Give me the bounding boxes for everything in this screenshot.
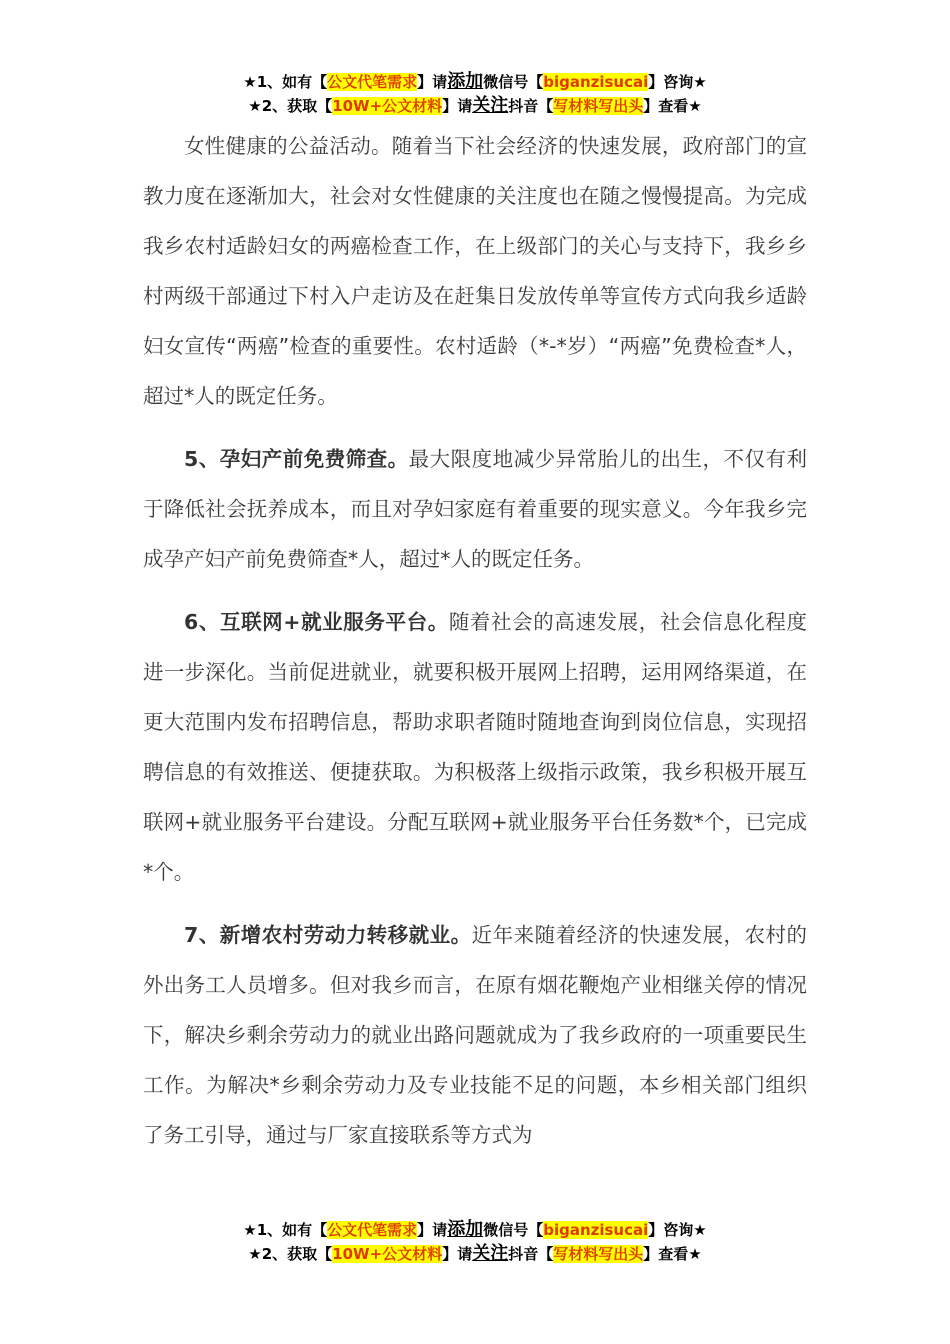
paragraph-text: 最大限度地减少异常胎儿的出生，不仅有利于降低社会抚养成本，而且对孕妇家庭有着重要的现实意义。今年我乡完成孕产妇产前免费筛查*人，超过*人的既定任务。: [143, 447, 808, 571]
highlight-service: 公文代笔需求: [327, 73, 418, 91]
banner-line-1: [0, 1218, 950, 1242]
banner-text: 】咨询★: [648, 73, 707, 91]
banner-text: ★2、获取【: [248, 97, 333, 115]
highlight-materials: 10W+公文材料: [332, 1245, 443, 1263]
banner-text: 】查看★: [643, 97, 702, 115]
paragraph-heading: 5、孕妇产前免费筛查。: [184, 447, 409, 471]
banner-emphasis: 添加: [447, 71, 484, 92]
banner-text: 微信号【: [483, 73, 544, 91]
banner-text: 微信号【: [483, 1221, 544, 1239]
banner-text: ★1、如有【: [243, 1221, 328, 1239]
banner-text: 】查看★: [643, 1245, 702, 1263]
banner-text: ★2、获取【: [248, 1245, 333, 1263]
highlight-wechat-id: biganzisucai: [543, 73, 649, 91]
highlight-wechat-id: biganzisucai: [543, 1221, 649, 1239]
paragraph-text: 女性健康的公益活动。随着当下社会经济的快速发展，政府部门的宣教力度在逐渐加大，社会对女性健康的关注度也在随之慢慢提高。为完成我乡农村适龄妇女的两癌检查工作，在上级部门的关心与支持下，我乡乡村两级干部通过下村入户走访及在赶集日发放传单等宣传方式向我乡适龄妇女宣传“两癌”检查的重要性。农村适龄（*-*岁）“两癌”免费检查*人，超过*人的既定任务。: [143, 134, 807, 408]
highlight-service: 公文代笔需求: [327, 1221, 418, 1239]
banner-line-2: [0, 1242, 950, 1266]
banner-text: 】请: [417, 73, 448, 91]
paragraph: [143, 910, 807, 1160]
highlight-materials: 10W+公文材料: [332, 97, 443, 115]
highlight-douyin: 写材料写出头: [553, 97, 644, 115]
banner-emphasis: 添加: [447, 1219, 484, 1240]
bottom-banner: [0, 1218, 950, 1266]
top-banner: [0, 70, 950, 118]
document-body: [143, 121, 807, 1160]
banner-text: 】咨询★: [648, 1221, 707, 1239]
banner-line-1: [0, 70, 950, 94]
paragraph-text: 近年来随着经济的快速发展，农村的外出务工人员增多。但对我乡而言，在原有烟花鞭炮产业相继关停的情况下，解决乡剩余劳动力的就业出路问题就成为了我乡政府的一项重要民生工作。为解决*乡剩余劳动力及专业技能不足的问题，本乡相关部门组织了务工引导，通过与厂家直接联系等方式为: [143, 923, 808, 1147]
banner-text: ★1、如有【: [243, 73, 328, 91]
banner-text: 抖音【: [508, 97, 554, 115]
highlight-douyin: 写材料写出头: [553, 1245, 644, 1263]
banner-text: 】请: [442, 97, 473, 115]
paragraph-heading: 7、新增农村劳动力转移就业。: [184, 923, 472, 947]
paragraph-text: 随着社会的高速发展，社会信息化程度进一步深化。当前促进就业，就要积极开展网上招聘，运用网络渠道，在更大范围内发布招聘信息，帮助求职者随时随地查询到岗位信息，实现招聘信息的有效推送、便捷获取。为积极落上级指示政策，我乡积极开展互联网+就业服务平台建设。分配互联网+就业服务平台任务数*个，已完成*个。: [143, 610, 807, 884]
banner-text: 】请: [417, 1221, 448, 1239]
paragraph: [143, 121, 807, 421]
paragraph-heading: 6、互联网+就业服务平台。: [184, 610, 449, 634]
paragraph: [143, 597, 807, 897]
banner-text: 】请: [442, 1245, 473, 1263]
paragraph: [143, 434, 807, 584]
banner-text: 抖音【: [508, 1245, 554, 1263]
banner-line-2: [0, 94, 950, 118]
banner-emphasis: 关注: [472, 1243, 509, 1264]
banner-emphasis: 关注: [472, 95, 509, 116]
